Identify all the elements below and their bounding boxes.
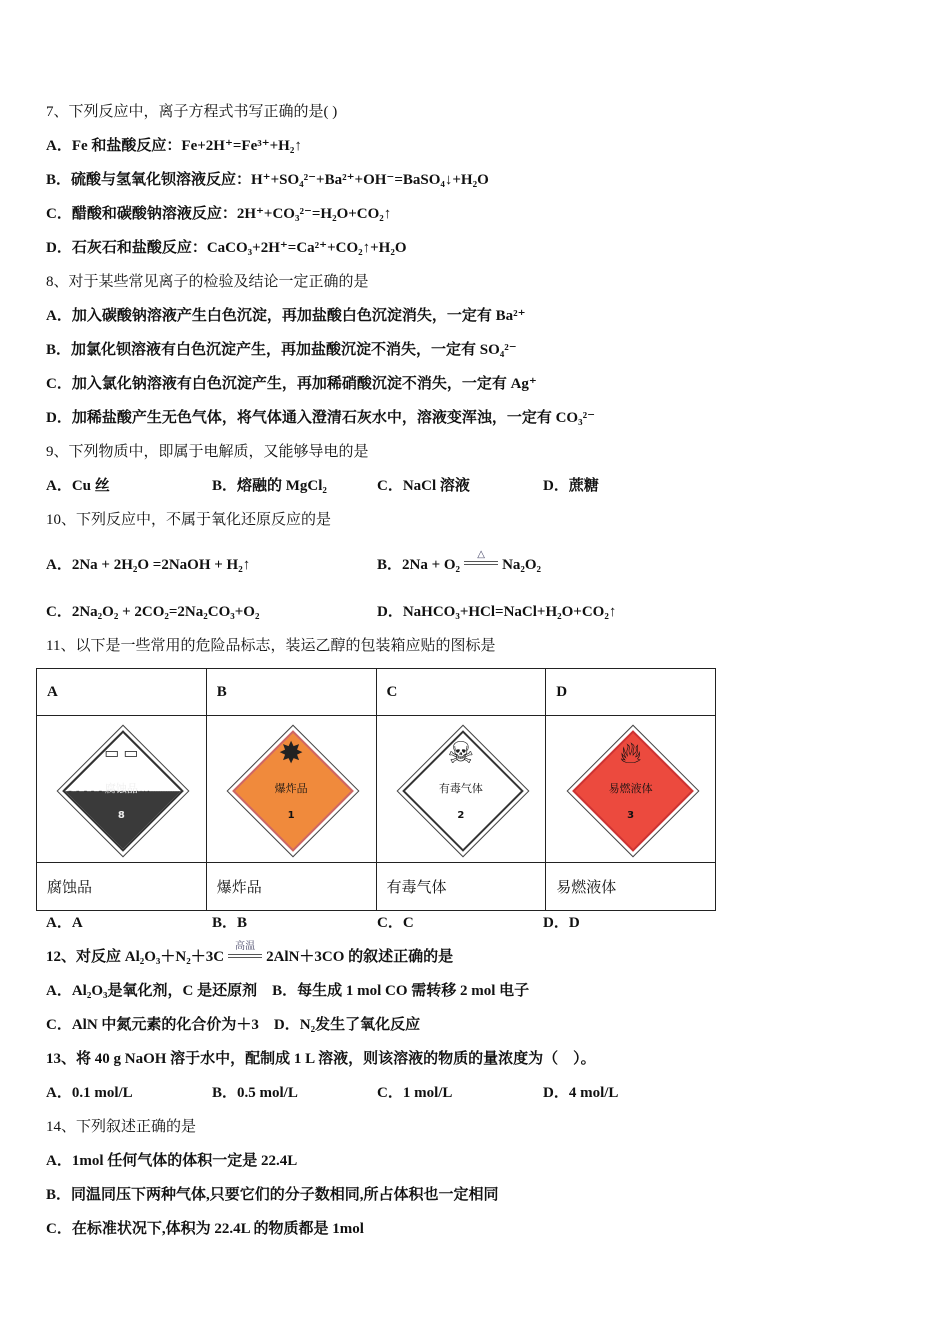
question-14-stem: 14、下列叙述正确的是: [46, 1119, 197, 1135]
q10-option-b: [377, 548, 542, 575]
q9-option-d: D．蔗糖: [543, 478, 599, 494]
q7-option-a: A．Fe 和盐酸反应：Fe+2H⁺=Fe³⁺+H₂↑: [46, 138, 302, 154]
col-header-a: A: [37, 669, 207, 716]
question-13-stem: 13、将 40 g NaOH 溶于水中，配制成 1 L 溶液，则该溶液的物质的量浓度为（ ）。: [46, 1051, 596, 1067]
q12-options-ab: A．Al₂O₃是氧化剂，C 是还原剂 B．每生成 1 mol CO 需转移 2 mol 电子: [46, 983, 530, 999]
q14-option-c: C．在标准状况下,体积为 22.4L 的物质都是 1mol: [46, 1221, 364, 1237]
skull-icon: ☠: [447, 737, 475, 770]
q8-option-c: C．加入氯化钠溶液有白色沉淀产生，再加稀硝酸沉淀不消失，一定有 Ag⁺: [46, 376, 537, 392]
sign-text: 有毒气体: [438, 782, 483, 795]
col-header-b: B: [206, 669, 376, 716]
q11-option-d: D．D: [543, 915, 580, 931]
sign-text: 易燃液体: [608, 782, 653, 795]
q8-option-d: D．加稀盐酸产生无色气体，将气体通入澄清石灰水中，溶液变浑浊，一定有 CO₃²⁻: [46, 410, 595, 426]
sign-text: 腐蚀品: [104, 782, 138, 795]
label-b: 爆炸品: [206, 863, 376, 911]
q7-option-d: D．石灰石和盐酸反应：CaCO₃+2H⁺=Ca²⁺+CO₂↑+H₂O: [46, 240, 407, 256]
question-9-stem: 9、下列物质中，即属于电解质，又能够导电的是: [46, 444, 369, 460]
sign-number: 8: [117, 810, 125, 821]
explosive-icon: ✸: [278, 737, 304, 770]
question-11-stem: 11、以下是一些常用的危险品标志，装运乙醇的包装箱应贴的图标是: [46, 638, 496, 654]
q10-option-d: D．NaHCO₃+HCl=NaCl+H₂O+CO₂↑: [377, 604, 617, 620]
sign-cell-toxic: [376, 716, 546, 863]
question-7-stem: 7、下列反应中，离子方程式书写正确的是( ): [46, 104, 338, 120]
sign-number: 3: [627, 810, 635, 821]
col-header-c: C: [376, 669, 546, 716]
q10-b-reactants: B．2Na + O₂: [377, 557, 461, 573]
delta-symbol: △: [477, 548, 485, 560]
corrosive-icon: ▭ ▭: [104, 745, 139, 762]
question-10-stem: 10、下列反应中，不属于氧化还原反应的是: [46, 512, 332, 528]
q9-option-b: B．熔融的 MgCl₂: [212, 478, 327, 494]
question-12-stem: [46, 940, 454, 967]
q13-option-b: B．0.5 mol/L: [212, 1085, 298, 1101]
sign-number: 2: [457, 810, 465, 821]
sign-cell-corrosive: [37, 716, 207, 863]
q11-option-c: C．C: [377, 915, 414, 931]
q14-option-b: B．同温同压下两种气体,只要它们的分子数相同,所占体积也一定相同: [46, 1187, 499, 1203]
question-8-stem: 8、对于某些常见离子的检验及结论一定正确的是: [46, 274, 369, 290]
q10-option-a: A．2Na + 2H₂O =2NaOH + H₂↑: [46, 557, 251, 573]
condition-text: 高温: [235, 940, 256, 952]
label-a: 腐蚀品: [37, 863, 207, 911]
q10-option-c: C．2Na₂O₂ + 2CO₂=2Na₂CO₃+O₂: [46, 604, 260, 620]
q11-option-a: A．A: [46, 915, 83, 931]
heat-condition: [464, 548, 498, 573]
q13-option-d: D．4 mol/L: [543, 1085, 619, 1101]
hazard-sign-table: [36, 668, 716, 911]
label-d: 易燃液体: [546, 863, 716, 911]
q7-option-c: C．醋酸和碳酸钠溶液反应：2H⁺+CO₃²⁻=H₂O+CO₂↑: [46, 206, 392, 222]
flame-icon: 🔥︎: [619, 737, 642, 770]
sign-cell-explosive: [206, 716, 376, 863]
q13-option-c: C．1 mol/L: [377, 1085, 453, 1101]
col-header-d: D: [546, 669, 716, 716]
q9-option-c: C．NaCl 溶液: [377, 478, 470, 494]
q14-option-a: A．1mol 任何气体的体积一定是 22.4L: [46, 1153, 298, 1169]
q10-b-product: Na₂O₂: [502, 557, 542, 573]
q12-options-cd: C．AlN 中氮元素的化合价为＋3 D．N₂发生了氧化反应: [46, 1017, 421, 1033]
sign-text: 爆炸品: [274, 782, 308, 795]
sign-cell-flammable: [546, 716, 716, 863]
q8-option-a: A．加入碳酸钠溶液产生白色沉淀，再加盐酸白色沉淀消失，一定有 Ba²⁺: [46, 308, 526, 324]
q11-option-b: B．B: [212, 915, 248, 931]
q12-reactants: 12、对反应 Al₂O₃＋N₂＋3C: [46, 949, 225, 965]
sign-number: 1: [287, 810, 295, 821]
high-temp-condition: [228, 940, 262, 965]
q9-option-a: A．Cu 丝: [46, 478, 110, 494]
q8-option-b: B．加氯化钡溶液有白色沉淀产生，再加盐酸沉淀不消失，一定有 SO₄²⁻: [46, 342, 517, 358]
label-c: 有毒气体: [376, 863, 546, 911]
q7-option-b: B．硫酸与氢氧化钡溶液反应：H⁺+SO₄²⁻+Ba²⁺+OH⁻=BaSO₄↓+H₂O: [46, 172, 489, 188]
q12-products: 2AlN＋3CO 的叙述正确的是: [266, 949, 454, 965]
q13-option-a: A．0.1 mol/L: [46, 1085, 133, 1101]
